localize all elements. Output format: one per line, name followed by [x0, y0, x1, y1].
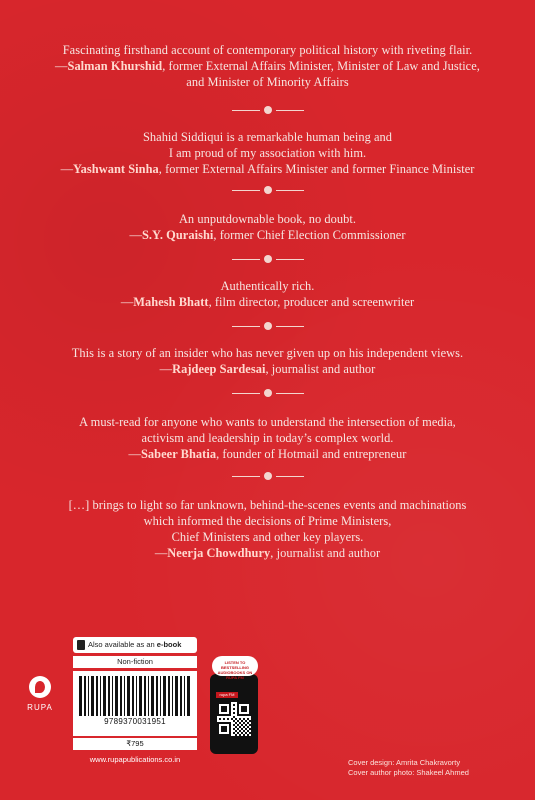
ornament-divider — [232, 255, 304, 264]
barcode-bar — [180, 676, 182, 716]
dash: — — [128, 447, 141, 461]
quote-block — [20, 345, 515, 377]
qr-finder — [221, 726, 227, 732]
barcode-bar — [84, 676, 86, 716]
barcode-bar — [96, 676, 98, 716]
qr-module — [245, 732, 247, 734]
quote-text: Authentically rich. — [220, 279, 315, 293]
barcode-bar — [108, 676, 110, 716]
quote-text: This is a story of an insider who has never given up on his independent views. — [71, 346, 464, 360]
quote-attribution — [20, 161, 515, 177]
qr-module — [239, 722, 241, 724]
quote-author: Yashwant Sinha — [73, 162, 159, 176]
qr-module — [245, 728, 247, 730]
qr-module — [233, 716, 235, 718]
qr-module — [219, 718, 221, 720]
quote-author-role: , journalist and author — [270, 546, 381, 560]
qr-module — [241, 720, 243, 722]
qr-module — [241, 724, 243, 726]
quote-author: Rajdeep Sardesai — [172, 362, 266, 376]
ornament-divider — [232, 322, 304, 331]
qr-module — [235, 734, 237, 736]
barcode-bar — [124, 676, 125, 716]
quote-block — [20, 414, 515, 462]
qr-module — [237, 728, 239, 730]
qr-module — [247, 730, 249, 732]
quote-author-role: , founder of Hotmail and entrepreneur — [216, 447, 407, 461]
publisher-logo — [23, 676, 57, 722]
dash: — — [154, 546, 168, 560]
barcode-bar — [79, 676, 82, 716]
audio-bubble: LISTEN TO BESTSELLING AUDIOBOOKS ON RUPA FM — [212, 656, 258, 676]
barcode-bar — [115, 676, 118, 716]
dash: — — [55, 59, 68, 73]
audiobook-promo — [202, 656, 260, 754]
quote-attribution — [20, 361, 515, 377]
qr-module — [223, 718, 225, 720]
barcode-panel — [73, 671, 197, 736]
quote-author-role: , former Chief Election Commissioner — [213, 228, 406, 242]
publisher-logo-text: RUPA — [27, 703, 53, 712]
quote-text: An unputdownable book, no doubt. — [178, 212, 357, 226]
quote-author-role-cont: and Minister of Minority Affairs — [186, 75, 349, 89]
quote-author: Salman Khurshid — [67, 59, 163, 73]
quote-author-role: , journalist and author — [265, 362, 376, 376]
dash: — — [129, 228, 142, 242]
quote-text: A must-read for anyone who wants to understand the intersection of media, — [79, 415, 456, 429]
quote-block — [20, 129, 515, 177]
quote-block — [20, 42, 515, 90]
qr-module — [233, 712, 235, 714]
qr-module — [233, 728, 235, 730]
quote-block — [20, 278, 515, 310]
quote-author: Neerja Chowdhury — [167, 546, 271, 560]
barcode-bar — [151, 676, 154, 716]
qr-module — [243, 726, 245, 728]
qr-module — [233, 724, 235, 726]
qr-module — [247, 718, 249, 720]
qr-module — [243, 734, 245, 736]
barcode-bar — [127, 676, 130, 716]
qr-finder — [241, 706, 247, 712]
audio-tag: rupa FM — [216, 692, 238, 698]
ebook-prefix: Also available as an — [88, 640, 157, 649]
barcode-bar — [148, 676, 149, 716]
qr-module — [227, 718, 229, 720]
barcode-bar — [184, 676, 185, 716]
quote-text: […] brings to light so far unknown, behind-the-scenes events and machinations — [68, 498, 467, 512]
barcode — [79, 676, 191, 716]
qr-module — [239, 730, 241, 732]
qr-module — [231, 718, 233, 720]
barcode-bar — [100, 676, 101, 716]
quote-text: activism and leadership in today’s complex world. — [141, 431, 394, 445]
qr-module — [249, 732, 251, 734]
quote-attribution — [20, 58, 515, 74]
quote-attribution — [20, 294, 515, 310]
ebook-text — [88, 637, 181, 653]
quote-block — [20, 211, 515, 243]
barcode-bar — [132, 676, 134, 716]
barcode-bar — [120, 676, 122, 716]
qr-module — [249, 728, 251, 730]
qr-module — [243, 718, 245, 720]
quote-attribution — [20, 545, 515, 561]
qr-module — [233, 732, 235, 734]
qr-module — [235, 722, 237, 724]
dash: — — [159, 362, 173, 376]
quote-block — [20, 497, 515, 561]
barcode-bar — [160, 676, 161, 716]
barcode-bar — [172, 676, 173, 716]
qr-module — [247, 726, 249, 728]
qr-module — [239, 726, 241, 728]
barcode-bar — [139, 676, 142, 716]
qr-module — [241, 728, 243, 730]
ornament-divider — [232, 186, 304, 195]
quote-author-role: , former External Affairs Minister and former Finance Minister — [158, 162, 475, 176]
qr-module — [245, 724, 247, 726]
dash: — — [120, 295, 134, 309]
quote-author: S.Y. Quraishi — [141, 228, 214, 242]
barcode-bar — [163, 676, 166, 716]
qr-module — [233, 720, 235, 722]
barcode-bar — [187, 676, 190, 716]
dash: — — [60, 162, 74, 176]
barcode-bar — [103, 676, 106, 716]
qr-module — [233, 708, 235, 710]
cover-design-credit: Cover design: Amrita Chakravorty — [348, 758, 461, 767]
qr-module — [237, 720, 239, 722]
qr-module — [245, 720, 247, 722]
publisher-logo-icon — [29, 676, 51, 698]
quote-text: I am proud of my association with him. — [168, 146, 367, 160]
quote-attribution — [20, 446, 515, 462]
barcode-bar — [168, 676, 170, 716]
quote-text: which informed the decisions of Prime Ministers, — [143, 514, 392, 528]
quote-text: Fascinating firsthand account of contemporary political history with riveting flair. — [62, 43, 473, 57]
barcode-bar — [175, 676, 178, 716]
qr-module — [235, 726, 237, 728]
ebook-badge — [73, 637, 197, 653]
qr-module — [247, 722, 249, 724]
quote-author-role: , former External Affairs Minister, Minister of Law and Justice, — [162, 59, 480, 73]
qr-module — [233, 704, 235, 706]
ornament-divider — [232, 472, 304, 481]
barcode-bar — [112, 676, 113, 716]
qr-module — [235, 730, 237, 732]
qr-module — [249, 724, 251, 726]
cover-photo-credit: Cover author photo: Shakeel Ahmed — [348, 768, 469, 777]
barcode-bar — [91, 676, 94, 716]
ornament-divider — [232, 106, 304, 115]
quote-text: Chief Ministers and other key players. — [171, 530, 364, 544]
qr-module — [239, 734, 241, 736]
phone-graphic — [210, 674, 258, 754]
price: ₹795 — [73, 738, 197, 750]
qr-module — [249, 720, 251, 722]
qr-finder — [221, 706, 227, 712]
qr-module — [239, 718, 241, 720]
genre-label: Non-fiction — [73, 656, 197, 668]
qr-module — [243, 730, 245, 732]
quote-author-role: , film director, producer and screenwriter — [208, 295, 415, 309]
qr-module — [243, 722, 245, 724]
barcode-bar — [144, 676, 146, 716]
barcode-bar — [156, 676, 158, 716]
barcode-bar — [136, 676, 137, 716]
qr-module — [241, 732, 243, 734]
quote-text: Shahid Siddiqui is a remarkable human being and — [142, 130, 393, 144]
ebook-bold: e-book — [156, 640, 182, 649]
qr-code-icon — [217, 702, 251, 736]
isbn-number: 9789370031951 — [104, 717, 166, 726]
quote-author: Sabeer Bhatia — [140, 447, 217, 461]
cover-credits — [348, 758, 518, 778]
qr-module — [235, 718, 237, 720]
qr-module — [237, 732, 239, 734]
ornament-divider — [232, 389, 304, 398]
qr-module — [247, 734, 249, 736]
device-icon — [77, 640, 85, 650]
quote-attribution — [20, 227, 515, 243]
qr-module — [237, 724, 239, 726]
barcode-bar — [88, 676, 89, 716]
quote-author: Mahesh Bhatt — [133, 295, 209, 309]
publisher-website: www.rupapublications.co.in — [89, 755, 181, 764]
